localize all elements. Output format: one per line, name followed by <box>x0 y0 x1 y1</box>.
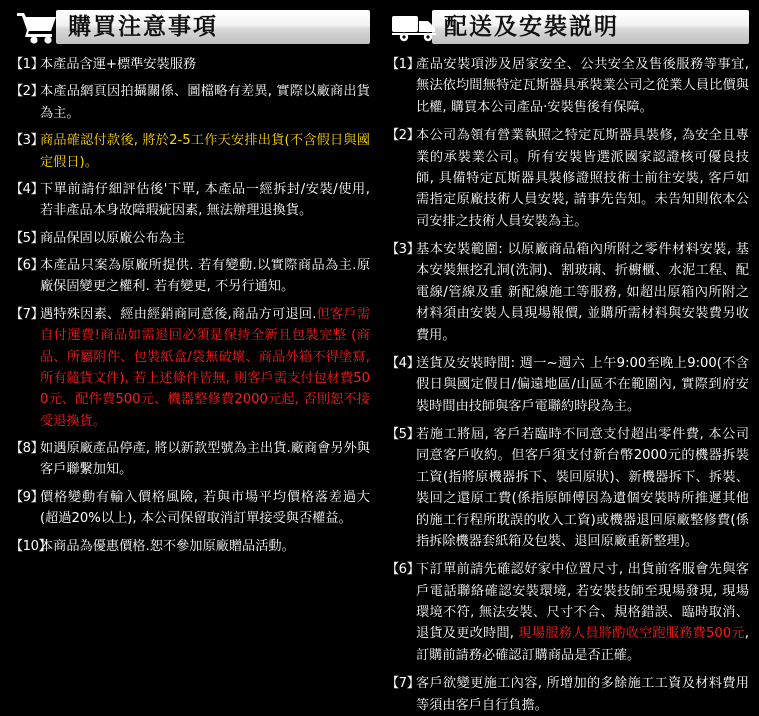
notice-item-number: 【1】 <box>10 57 44 72</box>
notice-text-segment: 本產品網頁因拍攝關係、圖檔略有差異, 實際以廠商出貨為主。 <box>40 84 370 121</box>
shopping-cart-icon <box>14 8 66 46</box>
notice-text-segment: 遇特殊因素、經由經銷商同意後,商品方可退回. <box>40 306 317 322</box>
notice-text-segment: 本公司為領有營業執照之特定瓦斯器具裝修, 為安全且專業的承裝業公司。所有安裝皆選派國家認證核可優良技師, 具備特定瓦斯器具裝修證照技術士前往安裝, 客戶如需指定原廠技術人員安裝, 請事先告知。未告知則依本公司安排之技術人員安裝為主。 <box>416 128 749 229</box>
notice-item-number: 【2】 <box>386 128 420 144</box>
notice-text-segment: 本商品為優惠價格.恕不參加原廠贈品活動。 <box>40 538 295 554</box>
notice-text-segment: 產品安裝項涉及居家安全、公共安全及售後服務等事宜, 無法依均間無特定瓦斯器具承裝業公司之從業人員比價與比權, 購買本公司產品‧安裝售後有保障。 <box>416 57 749 115</box>
notice-item-number: 【3】 <box>10 133 44 149</box>
delivery-install-header <box>386 8 749 46</box>
notice-item-number: 【6】 <box>10 258 44 273</box>
purchase-notice-header <box>10 8 370 46</box>
notice-item <box>10 54 370 75</box>
notice-item-text <box>416 424 749 552</box>
notice-item-number: 【6】 <box>386 562 420 578</box>
notice-item-number: 【4】 <box>386 355 420 371</box>
notice-item <box>10 487 370 530</box>
notice-item <box>386 673 749 716</box>
notice-text-segment: 如遇原廠產品停產, 將以新款型號為主出貨.廠商會另外與客戶聯繫加知。 <box>40 441 370 478</box>
notice-item-number: 【3】 <box>386 242 420 257</box>
notice-text-segment: 價格變動有輸入價格風險, 若與市場平均價格落差過大(超過20%以上), 本公司保留取消訂單接受與否權益。 <box>40 489 370 527</box>
notice-text-segment: 客戶欲變更施工內容, 所增加的多餘施工工資及材料費用等須由客戶自行負擔。 <box>416 676 749 713</box>
notice-text-segment: 下單前請仔細評估後'下單, 本產品一經拆封/安裝/使用, 若非產品本身故障瑕疵因素, 無法辦理退換貨。 <box>40 181 370 219</box>
notice-item-text <box>416 125 749 232</box>
notice-item-text <box>40 130 370 173</box>
purchase-notice-column <box>0 0 380 600</box>
delivery-install-list <box>386 54 749 716</box>
notice-text-segment: 商品保固以原廠公布為主 <box>40 230 186 246</box>
notice-item <box>10 179 370 222</box>
notice-item-number: 【7】 <box>386 676 420 692</box>
notice-item-text <box>416 54 749 118</box>
notice-item <box>386 54 749 118</box>
notice-item <box>10 536 370 557</box>
notice-item-text <box>416 673 749 716</box>
notice-item-number: 【4】 <box>10 181 44 197</box>
notice-item-number: 【5】 <box>386 427 420 442</box>
purchase-notice-title: 購買注意事項 <box>68 14 218 40</box>
notice-text-segment: 但客戶需自付運費! <box>40 306 371 344</box>
notice-item <box>10 255 370 298</box>
notice-item-number: 【9】 <box>10 489 44 505</box>
notice-item-number: 【5】 <box>10 230 44 246</box>
notice-text-segment: 商品如需退回必須是保持全新且包裝完整 (商品、所屬附件、包裝紙盒/袋無破壞、商品外箱不得塗寫, 所有隨貨文件) <box>40 328 370 386</box>
notice-text-segment: 現場服務人員將酌收空跑服務費500元 <box>518 626 745 642</box>
notice-item-text <box>416 239 749 346</box>
delivery-install-column <box>380 0 759 713</box>
notice-item-text <box>40 228 370 249</box>
notice-item-text <box>40 438 370 481</box>
notice-item-text <box>40 536 370 557</box>
notice-text-segment: 基本安裝範圍: 以原廠商品箱內所附之零件材料安裝, 基本安裝無挖孔洞(洗洞)、割玻璃、折櫥櫃、水泥工程、配電線/管線及重 新配線施工等服務, 如超出原箱內所附之材料須由安裝人員現場報價, 並購所需材料與安裝費另收費用。 <box>416 242 749 343</box>
notice-item-number: 【10】 <box>10 538 52 554</box>
notice-item <box>10 81 370 124</box>
notice-item-text <box>40 179 370 222</box>
purchase-notice-list <box>10 54 370 557</box>
notice-text-segment: 本產品只案為原廠所提供. 若有變動.以實際商品為主.原廠保固變更之權利. 若有變更, 不另行通知。 <box>40 258 370 295</box>
notice-item <box>10 130 370 173</box>
notice-item-number: 【1】 <box>386 57 420 72</box>
delivery-truck-icon <box>390 8 442 46</box>
notice-item-text <box>40 54 370 75</box>
notice-text-segment: 商品確認付款後, 將於2-5工作天安排出貨(不含假日與國定假日)。 <box>40 133 370 170</box>
notice-text-segment: 下訂單前請先確認好家中位置尺寸, 出貨前客服會先與客戶電話聯絡確認安裝環境, 若安裝技師至現場發現, 現場環境不符, 無法安裝、尺寸不合、規格錯誤、臨時取消、退貨及更改時間, <box>416 562 749 642</box>
notice-text-segment: , 訂購前請務必確認訂購商品是否正確。 <box>416 626 749 663</box>
notice-item-text <box>416 353 749 417</box>
notice-item-text <box>416 559 749 666</box>
notice-item-text <box>40 304 370 432</box>
notice-item <box>386 125 749 232</box>
notice-text-segment: 送貨及安裝時間: 週一~週六 上午9:00至晚上9:00(不含假日與國定假日/偏遠地區/山區不在範圍內, 實際到府安裝時間由技師與客戶電聯約時段為主。 <box>416 355 749 414</box>
notice-item <box>386 239 749 346</box>
notice-text-segment: 若施工將屆, 客戶若臨時不同意支付超出零件費, 本公司同意客戶收約。但客戶須支付新台幣2000元的機器拆裝工資(指將原機器拆下、裝回原狀)、新機器拆下、拆裝、裝回之還原工費(係指原師傅因為遺個安裝時所推遲其他的施工行程所耽誤的收入工資)或機器退回原廠整修費(係指拆除機器套紙箱及包裝、退回原廠重新整理)。 <box>416 427 749 549</box>
notice-item <box>386 424 749 552</box>
notice-item-text <box>40 81 370 124</box>
notice-text-segment: , 若上述條件皆無, 則客戶需支付包材費500元、配件費500元、機器整修費2000元起, 否則恕不接受退換貨。 <box>40 370 370 429</box>
notice-item-text <box>40 487 370 530</box>
notice-text-segment: 本產品含運+標準安裝服務 <box>40 57 197 72</box>
notice-item-text <box>40 255 370 298</box>
notice-item-number: 【2】 <box>10 84 44 100</box>
notice-item <box>10 438 370 481</box>
notice-item <box>10 228 370 249</box>
notice-item <box>386 559 749 666</box>
notice-item-number: 【8】 <box>10 441 44 456</box>
notice-item-number: 【7】 <box>10 306 44 322</box>
delivery-install-title: 配送及安裝説明 <box>444 14 619 40</box>
notice-item <box>10 304 370 432</box>
notice-item <box>386 353 749 417</box>
